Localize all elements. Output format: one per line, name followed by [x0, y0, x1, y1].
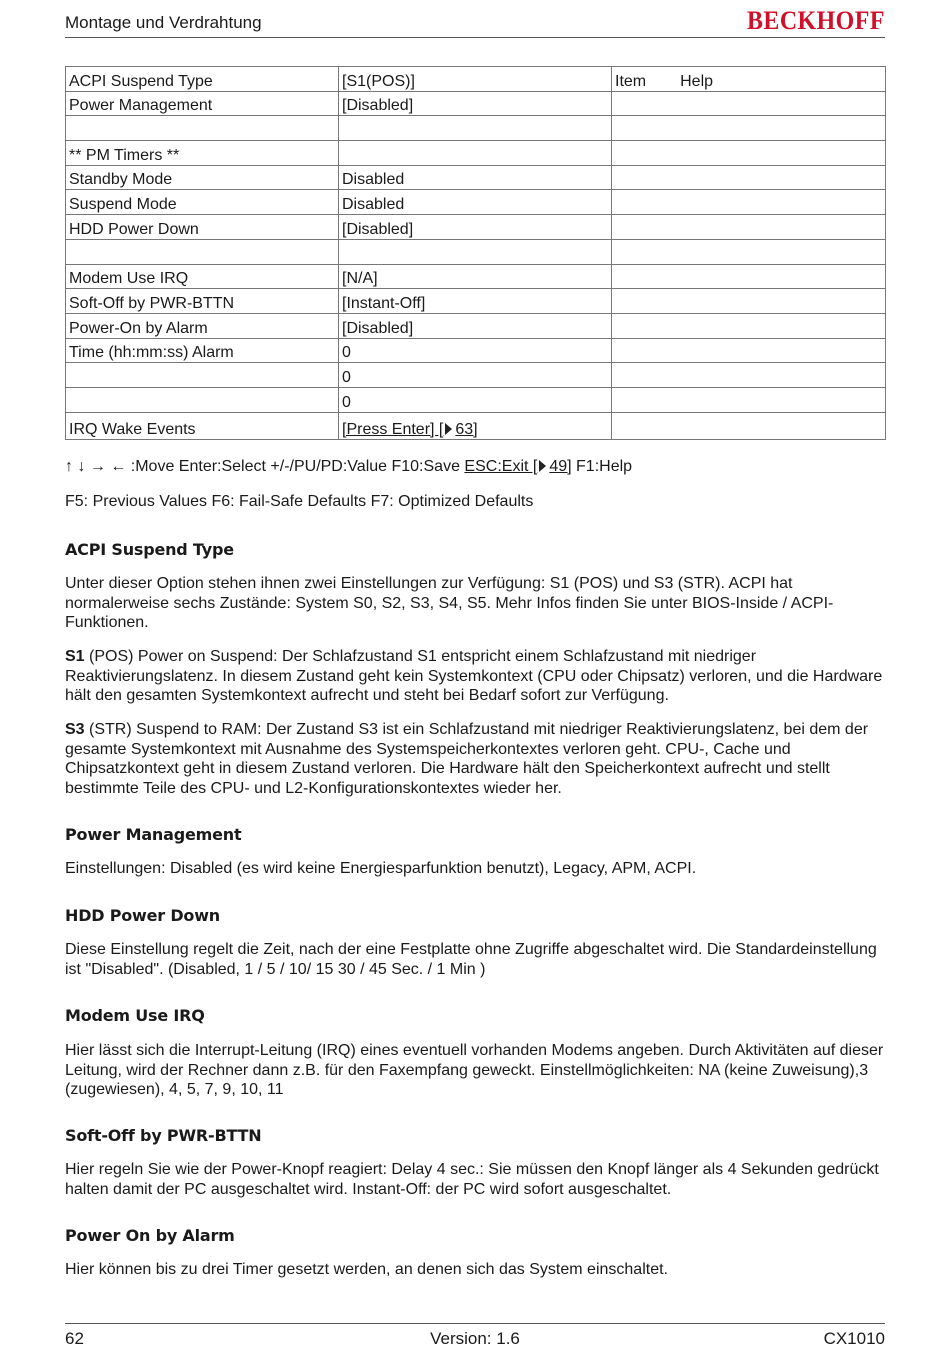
key-legend-text: ↑ ↓ → ← :Move Enter:Select +/-/PU/PD:Value F10:Save	[65, 458, 460, 475]
table-row	[66, 412, 886, 439]
paragraph-power-management: Einstellungen: Disabled (es wird keine Energiesparfunktion benutzt), Legacy, APM, ACPI.	[65, 860, 697, 877]
setting-label: Soft-Off by PWR-BTTN	[66, 289, 339, 314]
help-cell	[612, 91, 886, 116]
key-help-text: F1:Help	[576, 458, 633, 475]
paragraph-s3	[65, 720, 887, 798]
product-name: CX1010	[823, 1329, 885, 1348]
section-heading-power-management: Power Management	[65, 825, 242, 844]
setting-label: Modem Use IRQ	[66, 264, 339, 289]
triangle-right-icon	[445, 423, 452, 435]
setting-value: Disabled	[339, 165, 612, 190]
help-cell	[612, 289, 886, 314]
setting-label: Time (hh:mm:ss) Alarm	[66, 338, 339, 363]
beckhoff-logo: BECKHOFF	[747, 6, 885, 35]
s1-bold: S1	[65, 648, 85, 665]
setting-value: [S1(POS)]	[339, 67, 612, 92]
help-cell	[612, 141, 886, 166]
setting-value	[339, 116, 612, 141]
s1-text: (POS) Power on Suspend: Der Schlafzustand S1 entspricht einem Schlafzustand mit niedriger Reaktivierungslatenz. In diesem Zustand geht kein Systemkontext (CPU oder Chipsatz) verloren, und die Hardware hält den gesamten Systemkontext aufrecht und steht bei Bedarf sofort zur Verfügung.	[65, 648, 883, 704]
setting-value: [Instant-Off]	[339, 289, 612, 314]
paragraph-modem: Hier lässt sich die Interrupt-Leitung (IRQ) eines eventuell vorhanden Modems angeben. Durch Aktivitäten auf dieser Leitung, wird der Rechner dann z.B. für den Faxempfang geweckt. Einstellmöglichkeiten: NA (keine Zuweisung),3 (zugewiesen), 4, 5, 7, 9, 10, 11	[65, 1042, 884, 1098]
table-row	[66, 363, 886, 388]
irq-wake-link-cell	[339, 412, 612, 439]
setting-label	[66, 363, 339, 388]
setting-label	[66, 239, 339, 264]
page-number: 62	[65, 1329, 84, 1348]
bios-settings-table	[65, 66, 886, 440]
setting-label: ACPI Suspend Type	[66, 67, 339, 92]
paragraph-hdd: Diese Einstellung regelt die Zeit, nach der eine Festplatte ohne Zugriffe abgeschaltet wird. Die Standardeinstellung ist "Disabled". (Disabled, 1 / 5 / 10/ 15 30 / 45 Sec. / 1 Min )	[65, 941, 877, 978]
help-help-label: Help	[680, 72, 714, 90]
help-column-header	[612, 67, 886, 92]
link-text: ESC:Exit [	[464, 458, 538, 475]
table-row	[66, 67, 886, 92]
s3-bold: S3	[65, 721, 85, 738]
section-heading-alarm: Power On by Alarm	[65, 1226, 235, 1245]
key-legend-line-1	[65, 458, 632, 476]
help-cell	[612, 387, 886, 412]
help-cell	[612, 264, 886, 289]
help-cell	[612, 116, 886, 141]
paragraph-s1	[65, 647, 887, 706]
table-row	[66, 165, 886, 190]
setting-value: [N/A]	[339, 264, 612, 289]
help-cell	[612, 363, 886, 388]
table-row	[66, 190, 886, 215]
triangle-right-icon	[539, 460, 546, 472]
help-cell	[612, 313, 886, 338]
table-row	[66, 313, 886, 338]
help-cell	[612, 165, 886, 190]
help-cell	[612, 239, 886, 264]
setting-value	[339, 141, 612, 166]
header-divider	[65, 37, 885, 38]
table-row	[66, 141, 886, 166]
setting-value: 0	[339, 338, 612, 363]
irq-wake-events-link[interactable]	[342, 421, 478, 438]
setting-value: 0	[339, 387, 612, 412]
link-page: 63]	[455, 420, 478, 438]
link-text: [Press Enter] [	[342, 420, 444, 438]
table-row	[66, 215, 886, 240]
setting-label	[66, 387, 339, 412]
help-item-label: Item	[615, 72, 647, 90]
footer-divider	[65, 1323, 885, 1324]
setting-value: 0	[339, 363, 612, 388]
setting-label: IRQ Wake Events	[66, 412, 339, 439]
section-heading-soft-off: Soft-Off by PWR-BTTN	[65, 1126, 262, 1145]
setting-value: [Disabled]	[339, 313, 612, 338]
key-legend-line-2: F5: Previous Values F6: Fail-Safe Defaults F7: Optimized Defaults	[65, 493, 534, 510]
setting-label: Standby Mode	[66, 165, 339, 190]
esc-exit-link[interactable]	[464, 458, 571, 475]
setting-label: Power-On by Alarm	[66, 313, 339, 338]
help-cell	[612, 412, 886, 439]
help-cell	[612, 215, 886, 240]
setting-value: Disabled	[339, 190, 612, 215]
setting-label: Suspend Mode	[66, 190, 339, 215]
paragraph-acpi: Unter dieser Option stehen ihnen zwei Einstellungen zur Verfügung: S1 (POS) und S3 (STR). ACPI hat normalerweise sechs Zustände: System S0, S2, S3, S4, S5. Mehr Infos finden Sie unter BIOS-Inside / ACPI-Funktionen.	[65, 575, 834, 631]
setting-label: Power Management	[66, 91, 339, 116]
section-heading-modem: Modem Use IRQ	[65, 1006, 205, 1025]
setting-value	[339, 239, 612, 264]
setting-value: [Disabled]	[339, 215, 612, 240]
setting-value: [Disabled]	[339, 91, 612, 116]
table-row	[66, 264, 886, 289]
paragraph-alarm: Hier können bis zu drei Timer gesetzt werden, an denen sich das System einschaltet.	[65, 1261, 668, 1278]
link-page: 49]	[549, 458, 572, 475]
table-row	[66, 338, 886, 363]
table-row	[66, 239, 886, 264]
setting-label: ** PM Timers **	[66, 141, 339, 166]
version-label: Version: 1.6	[430, 1329, 520, 1348]
s3-text: (STR) Suspend to RAM: Der Zustand S3 ist ein Schlafzustand mit niedriger Reaktivierungslatenz, bei dem der gesamte Systemkontext mit Ausnahme des Systemspeicherkontextes verloren geht. CPU-, Cache und Chipsatzkontext geht in diesem Zustand verloren. Die Hardware hält den Speicherkontext aufrecht und stellt bestimmte Teile des CPU- und L2-Konfigurationskontextes wieder her.	[65, 721, 869, 797]
table-row	[66, 91, 886, 116]
setting-label: HDD Power Down	[66, 215, 339, 240]
section-heading-acpi: ACPI Suspend Type	[65, 540, 234, 559]
header-title: Montage und Verdrahtung	[65, 13, 262, 32]
table-row	[66, 289, 886, 314]
setting-label	[66, 116, 339, 141]
section-heading-hdd: HDD Power Down	[65, 906, 220, 925]
paragraph-soft-off: Hier regeln Sie wie der Power-Knopf reagiert: Delay 4 sec.: Sie müssen den Knopf länger als 4 Sekunden gedrückt halten damit der PC ausgeschaltet wird. Instant-Off: der PC wird sofort ausgeschaltet.	[65, 1161, 879, 1198]
help-cell	[612, 190, 886, 215]
table-row	[66, 116, 886, 141]
help-cell	[612, 338, 886, 363]
table-row	[66, 387, 886, 412]
